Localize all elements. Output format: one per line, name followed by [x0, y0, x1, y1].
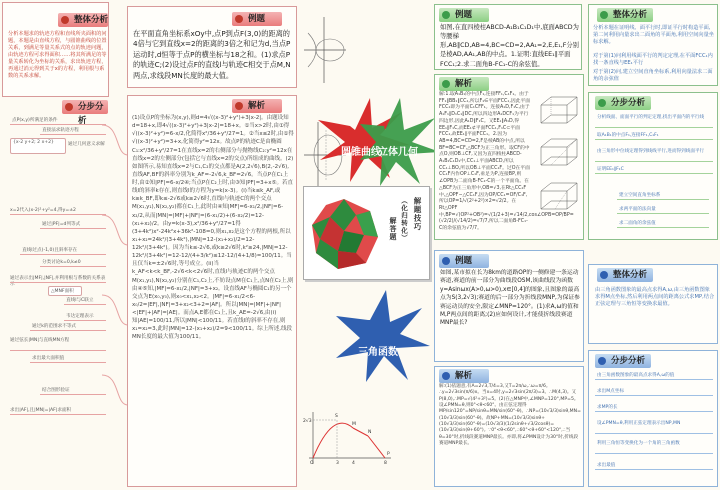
leaf-underline [595, 453, 713, 454]
leaf-underline [30, 330, 106, 331]
solid-leaf-2: 取A₁B₁的中点F₁,连接FF₁,C₁F₁ [597, 133, 659, 138]
center-title-3: 解答题 [389, 217, 397, 241]
conic-overall-panel [2, 2, 109, 97]
conic-overall-text: 分析本题求的轨迹方程和直线所夹面积的问题，本题是由直线方程，与圆锥曲线的位置关系，到满足等量关系式的点的轨迹问题，由轨迹方程可求得面积……将其所满足的等量关系转化为坐标的关系，求出轨迹方程，再通过消元得到关于x的方程，利用根与系数的关系求解。 [8, 31, 107, 80]
point-m: M [352, 422, 356, 427]
conic-leaf-3: 通过几何意义求解 [68, 142, 105, 147]
solid-topic-label[interactable]: 立体几何 [378, 147, 418, 158]
conic-topic-label[interactable]: 圆锥曲线 [341, 147, 381, 158]
x-tick-4: 4 [352, 461, 355, 466]
leaf-underline [40, 228, 106, 229]
trig-star-shape [336, 290, 430, 382]
trig-leaf-4: 设∠PMN=θ,利用正弦定理表示出NP,MN [597, 421, 681, 426]
point-p: P [387, 452, 390, 457]
prism-figure-2 [535, 135, 581, 171]
conic-example-panel [127, 6, 297, 88]
point-s: S [335, 414, 338, 419]
bullet-icon [442, 372, 450, 380]
bullet-icon [61, 16, 69, 24]
trig-overall-header: 整体分析 [597, 268, 653, 282]
solid-overall-panel [588, 4, 718, 86]
leaf-underline [10, 214, 106, 215]
solid-overall-text: 分析本题在证明线、面平行时,即证平行时构造平面,第二问利用向量求出二面角的平面角,利用空间向量坐标求解。 [593, 25, 714, 46]
trig-example-text: 如图,某市拟在长为8km的道路OP的一侧修建一条运动赛道,赛道的前一部分为曲线段OSM,该曲线段为函数y=Asinωx(A>0,ω>0),x∈[0,4]的图象,且图象的最高点为S(3,2√3);赛道的后一部分为折线段MNP,为保证参赛运动员的安全,限定∠MNP=120°。(1)求A,ω的值和M,P两点间的距离;(2)应如何设计,才能使折线段赛道MNP最长? [440, 270, 580, 327]
trig-leaf-3: 求MP的长 [597, 405, 618, 410]
conic-leaf-6: 直线l过点(-1,0)且斜率存在 [22, 248, 78, 253]
conic-leaf-15: 结合图形验证 [42, 388, 70, 393]
leaf-underline [40, 266, 106, 267]
solid-overall-item-2: 对于第(2)问,建立空间直角坐标系,利用向量法求二面角的余弦值 [593, 69, 713, 83]
leaf-underline [595, 395, 713, 396]
trig-leaf-1: 由三角函数图象的最高点求得A,ω的值 [597, 373, 675, 378]
center-title-2: （化归转化） [400, 197, 408, 242]
leaf-underline [595, 469, 713, 470]
bullet-icon [442, 11, 450, 19]
conic-overall-header: 整体分析 [58, 13, 108, 27]
prism-figure-3 [535, 179, 581, 215]
leaf-underline [10, 124, 106, 125]
trig-leaf-6: 求出最值 [597, 463, 616, 468]
conic-leaf-12: 通过k的范围求不等式 [32, 324, 77, 329]
trig-curve-graph [303, 408, 393, 468]
solid-leaf-3: 由三角形中位线定理得到线线平行,进而得到线面平行 [597, 149, 705, 154]
bullet-icon [598, 99, 606, 107]
conic-solution-header: 解析 [232, 99, 282, 113]
solid-overall-header: 整体分析 [597, 8, 653, 22]
conic-axes-graph [300, 15, 348, 85]
trig-example-header: 例题 [439, 254, 489, 268]
y-tick-label: 2√3 [303, 419, 312, 424]
leaf-underline [617, 199, 709, 200]
trig-overall-text: 由三角函数图象的最高点求得A,ω,由三角函数图象求得M点坐标,然后利用两点间的距离公式求MP,结合正弦定理与三角恒等变换求最值。 [595, 287, 715, 308]
leaf-underline [10, 414, 106, 415]
conic-leaf-16: 求出|AF|,且|MN|=|AF|求面积 [10, 408, 72, 413]
bullet-icon [235, 102, 243, 110]
leaf-underline [30, 362, 106, 363]
leaf-underline [595, 433, 713, 434]
trig-leaf-2: 求出M点坐标 [597, 389, 624, 394]
center-topic[interactable] [303, 186, 430, 280]
conic-leaf-1: 点P(x,y)所满足的条件 [12, 118, 58, 123]
solid-leaf-6: 求两平面的法向量 [619, 207, 656, 212]
solid-example-header: 例题 [439, 8, 489, 22]
conic-formula-box: {x-2 y+2; 2 x+2} [10, 138, 66, 154]
solid-leaf-4: 证明EE₁∥F₁C [597, 167, 624, 172]
trig-step-panel [588, 350, 718, 487]
solid-solution-header: 解析 [439, 77, 489, 91]
x-tick-3: 3 [336, 461, 339, 466]
conic-leaf-4: x=2代入(x-2)²+y²=4,得y=±2 [10, 208, 76, 213]
leaf-underline [40, 394, 106, 395]
solid-step-panel [588, 92, 718, 240]
solid-example-text: 如图,在直四棱柱ABCD-A₁B₁C₁D₁中,底面ABCD为等腰梯形,AB∥CD,AB=4,BC=CD=2,AA₁=2,E,E₁,F分别是棱AD,AA₁,AB的中点。1.证明:直线EE₁∥平面FCC₁;2.求二面角B-FC₁-C的余弦值。 [440, 24, 579, 68]
solid-leaf-7: 求二面角的余弦值 [619, 221, 656, 226]
conic-solution-panel [127, 95, 297, 487]
leaf-underline [10, 350, 106, 351]
x-tick-8: 8 [384, 461, 387, 466]
solid-example-panel [434, 4, 582, 70]
trig-example-panel [434, 250, 584, 362]
solid-step-header: 分步分析 [595, 96, 651, 110]
trig-topic-label[interactable]: 三角函数 [358, 347, 398, 358]
trig-leaf-5: 利用三角恒等变换化为一个角的三角函数 [597, 441, 680, 446]
conic-example-text: 在平面直角坐标系xOy中,点P到点F(3,0)的距离的4倍与它到直线x=2的距离的3倍之和记为d,当点P运动时,d恒等于点P的横坐标与18之和。(1)求点P的轨迹C;(2)设过点F的直线l与轨迹C相交于点M,N两点,求线段MN长度的最大值。 [133, 29, 291, 80]
leaf-underline [20, 254, 106, 255]
bullet-icon [65, 103, 73, 111]
solid-leaf-1: 分析线面、面面平行的判定定理,找出平面内的平行线 [597, 115, 705, 120]
leaf-underline [617, 213, 709, 214]
leaf-underline [595, 411, 713, 412]
polyhedron-icon [308, 195, 380, 273]
bullet-icon [442, 257, 450, 265]
solid-leaf-5: 建立空间直角坐标系 [619, 193, 661, 198]
conic-leaf-2: 直接法求轨迹方程 [42, 128, 79, 133]
leaf-underline [10, 282, 106, 283]
solid-solution-panel [434, 74, 584, 240]
solid-overall-item-1: 对于第(1)问利用线面平行的判定定理,在平面FCC₁内找一条直线与EE₁平行 [593, 53, 713, 67]
x-tick-o: O [310, 461, 314, 466]
leaf-underline [40, 134, 106, 135]
conic-leaf-7: 分类讨论k=0,k≠0 [42, 260, 81, 265]
conic-solution-text: (1)设点P的坐标为(x,y),则d=4√((x-3)²+y²)+3|x-2|。由题设知d=18+x,即4√((x-3)²+y²)+3|x-2|=18+x。①当x>2时,由①得√((x-3)²+y²)=6-x/2,化简得x²/36+y²/27=1。②当x≤2时,由①得√((x-3)²+y²)=3+x,化简得y²=12x。故点P的轨迹C是由椭圆C₁:x²/36+y²/27=1在直线x=2的右侧部分与抛物线C₂:y²=12x在直线x=2的左侧部分(包括它与直线x=2的交点)所组成的曲线。(2)如图所示,易知直线x=2与C₁,C₂的交点都是A(2,2√6),B(2,-2√6),直线AF,BF的斜率分别为k_AF=-2√6,k_BF=2√6。当点P在C₁上时,由②知|PF|=6-x/2④;当点P在C₂上时,由③知|PF|=3+x⑤。若直线l的斜率k存在,则直线l的方程为y=k(x-3)。(i)当k≤k_AF,或k≥k_BF,即k≤-2√6或k≥2√6时,直线l与轨迹C的两个交点M(x₁,y₁),N(x₂,y₂)都在C₁上,此时由④知|MF|=6-x₁/2,|NF|=6-x₂/2,从而|MN|=|MF|+|NF|=(6-x₁/2)+(6-x₂/2)=12-(x₁+x₂)/2。由y=k(x-3),x²/36+y²/27=1得(3+4k²)x²-24k²x+36k²-108=0,则x₁,x₂是这个方程的两根,所以x₁+x₂=24k²/(3+4k²),|MN|=12-(x₁+x₂)/2=12-12k²/(3+4k²)。因为当k≤-2√6,或k≥2√6时,k²≥24,|MN|=12-12k²/(3+4k²)=12-12/(4+3/k²)≤12-12/(4+1/8)=100/11。当且仅当k=±2√6时,等号成立。(ii)当k_AF<k<k_BF,-2√6<k<2√6时,直线l与轨迹C的两个交点M(x₁,y₁),N(x₂,y₂)分别在C₁,C₂上,不妨设点M在C₁上,点N在C₂上,则由④⑤知,|MF|=6-x₁/2,|NF|=3+x₂。设直线AF与椭圆C₁的另一个交点为E(x₀,y₀),则x₀<x₁,x₂<2。|MF|=6-x₁/2<6-x₀/2=|EF|,|NF|=3+x₂<3+2=|AF|。所以|MN|=|MF|+|NF|<|EF|+|AF|=|AE|。而点A,E都在C₁上,且k_AE=-2√6,由(i)知|AE|=100/11,所以|MN|<100/11。若直线l的斜率不存在,则x₁=x₂=3,此时|MN|=12-(x₁+x₂)/2=9<100/11。综上所述,线段MN长度的最大值为100/11。 [132, 115, 294, 341]
leaf-underline [595, 139, 713, 140]
trig-overall-panel [588, 264, 718, 344]
conic-leaf-10: 直线l与C联立 [66, 298, 94, 303]
solid-solution-text: 解:1.取A₁B₁的中点F₁,连接FF₁,C₁F₁。由于FF₁∥BB₁∥CC₁,所以F₁∈平面FCC₁,因此平面FCC₁即为平面C₁CFF₁。连接A₁D,F₁C,由于A₁F₁∥D₁C₁∥DC,所以四边形A₁DCF₁为平行四边形,因此A₁D∥F₁C。又EE₁∥A₁D,得EE₁∥F₁C,而EE₁⊄平面FCC₁,F₁C⊂平面FCC₁,故EE₁∥平面FCC₁。2.因为AB=4,BC=CD=2,F是棱AB的中点,所以BF=BC=CF,△BCF为正三角形。取CF的中点O,则OB⊥CF,又因为直四棱柱ABCD-A₁B₁C₁D₁中,CC₁⊥平面ABCD,所以CC₁⊥BO,所以OB⊥平面CC₁F。过O在平面CC₁F内作OP⊥C₁F,垂足为P,连接BP,则∠OPB为二面角B-FC₁-C的一个平面角。在△BCF为正三角形中,OB=√3,在Rt△CC₁F中,△OPF∽△CC₁F,因为OP/CC₁=OF/C₁F,所以OP=1/√(2²+2²)×2=√2/2。在Rt△OPF中,BP=√(OP²+OB²)=√(1/2+3)=√14/2,cos∠OPB=OP/BP=(√2/2)/(√14/2)=√7/7,所以二面角B-FC₁-C的余弦值为√7/7。 [439, 92, 574, 232]
point-n: N [368, 430, 372, 435]
conic-leaf-13: 通过弦长|MN|与直线MN方程 [10, 338, 70, 343]
trig-solution-header: 解析 [439, 369, 489, 383]
center-title-1: 解题技巧 [413, 197, 422, 231]
bullet-icon [442, 80, 450, 88]
conic-leaf-8b: 通过表示出|MF|,|NF|,并利用根与系数的关系表示 [10, 276, 106, 287]
conic-leaf-14: 求出最大面积值 [32, 356, 65, 361]
conic-leaf-9: △MNF面积 [48, 286, 82, 296]
conic-step-panel [2, 98, 109, 486]
bullet-icon [598, 357, 606, 365]
leaf-underline [595, 173, 713, 174]
trig-step-header: 分步分析 [595, 354, 651, 368]
conic-branch-lines [100, 95, 130, 485]
bullet-icon [235, 15, 243, 23]
bullet-icon [600, 11, 608, 19]
leaf-underline [595, 379, 713, 380]
leaf-underline [617, 227, 709, 228]
trig-solution-panel [434, 366, 584, 487]
conic-step-header: 分步分析 [62, 100, 108, 114]
leaf-underline [595, 127, 713, 128]
conic-example-header: 例题 [232, 12, 282, 26]
trig-solution-text: 解:(1)依题意,有A=2√3,T/4=3,又T=2π/ω,∴ω=π/6。∴y=2√3sin(π/6)x。当x=4时,y=2√3sin(2π/3)=3。∴M(4,3)。又P(8,0),∴MP=√(4²+3²)=5。(2)在△MNP中,∠MNP=120°,MP=5。设∠PMN=θ,则0°<θ<60°。由正弦定理得MP/sin120°=NP/sinθ=MN/sin(60°-θ)。∴NP=(10√3/3)sinθ,MN=(10√3/3)sin(60°-θ)。故NP+MN=(10√3/3)sinθ+(10√3/3)sin(60°-θ)=(10√3/3)(1/2sinθ+√3/2cosθ)=(10√3/3)sin(θ+60°)。∵0°<θ<60°,∴60°<θ+60°<120°,∴当θ=30°时,折线段赛道MNP最长。亦即,将∠PMN设计为30°时,折线段赛道MNP最长。 [439, 384, 581, 446]
prism-figure-1 [535, 93, 581, 129]
bullet-icon [600, 271, 608, 279]
conic-leaf-5: 通过|PF|=d列等式 [42, 222, 81, 227]
leaf-underline [595, 161, 713, 162]
conic-leaf-11: 韦达定理表示 [66, 314, 94, 319]
